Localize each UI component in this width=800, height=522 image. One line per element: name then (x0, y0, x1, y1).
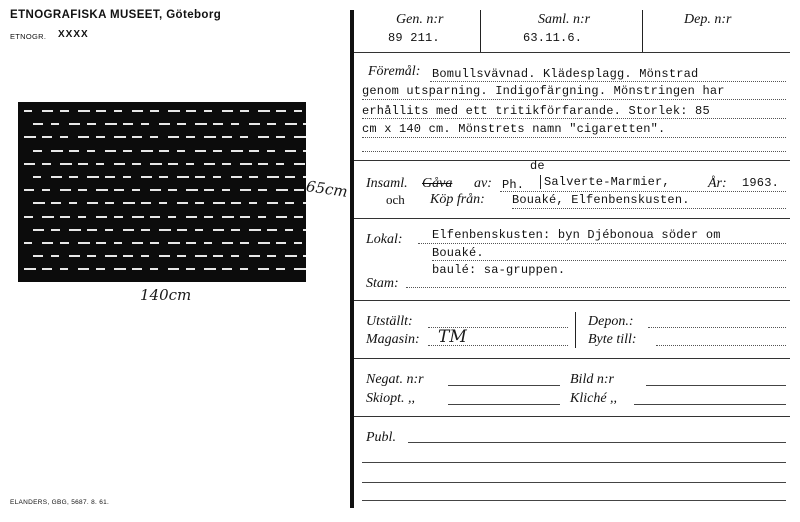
pattern-mark (33, 176, 41, 178)
pattern-mark (123, 150, 132, 152)
pattern-mark (303, 202, 306, 204)
lokal-line-1: Elfenbenskusten: byn Djébonoua söder om (432, 228, 721, 242)
pattern-mark (294, 268, 306, 270)
pattern-mark (276, 163, 284, 165)
pattern-mark (294, 110, 302, 112)
pattern-mark (105, 176, 115, 178)
pattern-mark (168, 110, 180, 112)
bild-label: Bild n:r (570, 372, 614, 387)
skiopt-label: Skiopt. ,, (366, 391, 415, 406)
pattern-mark (141, 123, 149, 125)
pattern-mark (258, 242, 270, 244)
pattern-mark (231, 229, 240, 231)
pattern-mark (231, 150, 243, 152)
collector-insert: de (530, 159, 545, 173)
pattern-mark (69, 123, 80, 125)
pattern-mark (78, 163, 88, 165)
pattern-mark (276, 136, 285, 138)
pattern-mark (204, 110, 212, 112)
negat-rule (448, 385, 560, 386)
skiopt-rule (448, 404, 560, 405)
pattern-mark (285, 150, 296, 152)
etnogr-label: ETNOGR. (10, 32, 47, 41)
pattern-mark (60, 110, 69, 112)
pattern-mark (105, 123, 117, 125)
foremal-line-3: erhållits med ett tritikförfarande. Storlek: 85 (362, 104, 710, 118)
foremal-line-2: genom utsparning. Indigofärgning. Mönstringen har (362, 84, 725, 98)
kliche-label: Kliché ,, (570, 391, 618, 406)
pattern-mark (303, 176, 306, 178)
section-rule-1 (354, 160, 790, 161)
pattern-mark (294, 242, 302, 244)
magasin-label: Magasin: (366, 332, 420, 347)
section-rule-3 (354, 300, 790, 301)
av-label: av: (474, 176, 492, 191)
pattern-mark (267, 150, 275, 152)
pattern-mark (69, 229, 81, 231)
pattern-mark (177, 229, 187, 231)
magasin-value: TM (438, 327, 467, 347)
pattern-mark (276, 189, 288, 191)
och-label: och (386, 192, 405, 207)
width-annotation: 140cm (140, 286, 192, 304)
insaml-label: Insaml. (366, 176, 408, 191)
pattern-mark (60, 216, 70, 218)
pattern-mark (78, 268, 89, 270)
pattern-mark (276, 268, 285, 270)
section-rule-4 (354, 358, 790, 359)
pattern-mark (249, 176, 258, 178)
pattern-mark (222, 216, 234, 218)
pattern-mark (141, 202, 151, 204)
pattern-mark (222, 136, 232, 138)
gava-struck: Gåva (422, 176, 453, 191)
pattern-mark (24, 110, 32, 112)
lokal-label: Lokal: (366, 232, 403, 247)
pattern-mark (231, 123, 239, 125)
pattern-mark (150, 163, 162, 165)
pattern-mark (132, 163, 141, 165)
pattern-mark (24, 163, 35, 165)
section-rule-5 (354, 416, 790, 417)
pattern-mark (276, 242, 286, 244)
pattern-mark (159, 176, 168, 178)
pattern-mark (249, 202, 257, 204)
pattern-mark (249, 255, 260, 257)
bild-rule (646, 385, 786, 386)
pattern-mark (42, 163, 51, 165)
pattern-mark (141, 176, 152, 178)
pattern-mark (195, 202, 204, 204)
foremal-rule-5 (362, 151, 786, 152)
pattern-mark (33, 202, 45, 204)
pattern-mark (78, 189, 87, 191)
pattern-mark (204, 216, 213, 218)
pattern-mark (51, 176, 62, 178)
museum-title: ETNOGRAFISKA MUSEET, Göteborg (10, 9, 222, 21)
pattern-mark (285, 229, 293, 231)
pattern-mark (96, 268, 105, 270)
pattern-mark (114, 189, 124, 191)
pattern-mark (132, 268, 142, 270)
publ-rule-4 (362, 500, 786, 501)
publ-rule-2 (362, 462, 786, 463)
pattern-mark (87, 176, 99, 178)
pattern-mark (204, 242, 212, 244)
pattern-mark (222, 110, 233, 112)
pattern-mark (114, 242, 122, 244)
publ-rule-3 (362, 482, 786, 483)
pattern-mark (177, 255, 186, 257)
pattern-mark (186, 110, 196, 112)
year-value: 1963. (742, 176, 780, 190)
pattern-mark (132, 216, 144, 218)
pattern-mark (204, 136, 216, 138)
pattern-mark (240, 110, 249, 112)
pattern-mark (186, 242, 196, 244)
pattern-mark (204, 163, 215, 165)
pattern-mark (267, 123, 276, 125)
pattern-mark (213, 123, 223, 125)
pattern-mark (159, 229, 171, 231)
pattern-mark (96, 163, 104, 165)
pattern-mark (204, 268, 216, 270)
pattern-mark (78, 110, 90, 112)
pattern-mark (123, 123, 133, 125)
pattern-mark (87, 202, 98, 204)
pattern-mark (249, 229, 261, 231)
pattern-mark (87, 150, 95, 152)
pattern-mark (69, 150, 79, 152)
foremal-line-1: Bomullsvävnad. Klädesplagg. Mönstrad (432, 67, 699, 81)
pattern-mark (294, 163, 305, 165)
publ-label: Publ. (366, 430, 396, 445)
collector-name: Salverte-Marmier, (540, 175, 670, 189)
dep-label: Dep. n:r (684, 12, 732, 27)
pattern-mark (105, 255, 117, 257)
pattern-mark (294, 216, 303, 218)
pattern-mark (276, 216, 287, 218)
pattern-mark (60, 189, 71, 191)
pattern-mark (87, 255, 96, 257)
pattern-mark (186, 136, 195, 138)
pattern-mark (159, 123, 170, 125)
pattern-mark (213, 202, 225, 204)
pattern-mark (132, 110, 143, 112)
pattern-mark (303, 123, 306, 125)
pattern-mark (222, 242, 233, 244)
pattern-mark (258, 136, 269, 138)
pattern-mark (204, 189, 214, 191)
pattern-mark (78, 216, 86, 218)
pattern-mark (195, 150, 206, 152)
etnogr-value: XXXX (58, 29, 89, 40)
pattern-mark (285, 123, 297, 125)
header-rule (354, 52, 790, 53)
pattern-mark (213, 255, 223, 257)
pattern-mark (33, 255, 43, 257)
storage-divider (575, 312, 576, 348)
pattern-mark (186, 216, 197, 218)
publ-rule-1 (408, 442, 786, 443)
pattern-mark (186, 268, 195, 270)
pattern-mark (69, 176, 78, 178)
pattern-mark (24, 189, 34, 191)
pattern-mark (150, 268, 158, 270)
byte-label: Byte till: (588, 332, 637, 347)
printer-line: ELANDERS, GBG, 5687. 8. 61. (10, 499, 110, 506)
pattern-mark (285, 202, 294, 204)
pattern-mark (141, 255, 149, 257)
pattern-mark (51, 229, 60, 231)
kop-value: Bouaké, Elfenbenskusten. (512, 193, 690, 207)
depon-rule (648, 327, 786, 328)
pattern-mark (51, 123, 59, 125)
pattern-mark (60, 163, 72, 165)
pattern-mark (42, 189, 50, 191)
pattern-mark (123, 255, 133, 257)
pattern-mark (51, 255, 59, 257)
foremal-rule-1 (430, 81, 786, 82)
pattern-mark (123, 202, 135, 204)
pattern-mark (114, 268, 126, 270)
depon-label: Depon.: (588, 314, 634, 329)
pattern-mark (159, 202, 167, 204)
pattern-mark (51, 150, 63, 152)
pattern-mark (33, 150, 42, 152)
pattern-mark (258, 110, 270, 112)
pattern-mark (168, 163, 178, 165)
pattern-mark (168, 242, 180, 244)
pattern-mark (132, 189, 140, 191)
pattern-mark (42, 268, 52, 270)
pattern-mark (294, 189, 304, 191)
pattern-mark (303, 255, 306, 257)
saml-value: 63.11.6. (523, 31, 583, 45)
pattern-mark (96, 216, 107, 218)
pattern-mark (267, 202, 278, 204)
foremal-label: Föremål: (368, 64, 421, 79)
pattern-mark (150, 110, 159, 112)
pattern-mark (231, 202, 241, 204)
pattern-mark (240, 189, 251, 191)
pattern-mark (60, 136, 68, 138)
pattern-mark (285, 255, 297, 257)
lokal-rule-2 (432, 260, 786, 261)
lokal-rule-1 (418, 243, 786, 244)
pattern-mark (150, 242, 159, 244)
saml-label: Saml. n:r (538, 12, 591, 27)
header-divider-2 (642, 10, 643, 52)
pattern-mark (240, 163, 252, 165)
collector-prefix: Ph. (502, 178, 525, 192)
pattern-mark (105, 150, 116, 152)
negat-label: Negat. n:r (366, 372, 424, 387)
kliche-rule (634, 404, 786, 405)
pattern-mark (177, 150, 185, 152)
textile-photo (18, 102, 306, 282)
pattern-mark (240, 268, 248, 270)
pattern-mark (123, 229, 134, 231)
pattern-mark (69, 255, 80, 257)
pattern-mark (24, 242, 32, 244)
pattern-mark (96, 242, 106, 244)
header-divider-1 (480, 10, 481, 52)
pattern-mark (141, 150, 153, 152)
pattern-mark (267, 255, 276, 257)
pattern-mark (186, 163, 194, 165)
pattern-mark (114, 136, 126, 138)
pattern-mark (42, 242, 53, 244)
foremal-rule-4 (362, 137, 786, 138)
pattern-mark (24, 268, 36, 270)
gen-label: Gen. n:r (396, 12, 444, 27)
pattern-mark (24, 216, 33, 218)
pattern-mark (105, 202, 114, 204)
ar-label: År: (708, 176, 727, 191)
pattern-mark (42, 216, 54, 218)
pattern-mark (42, 136, 52, 138)
insaml-rule (500, 191, 786, 192)
pattern-mark (168, 189, 177, 191)
pattern-mark (114, 110, 122, 112)
pattern-mark (114, 216, 123, 218)
pattern-mark (132, 136, 142, 138)
stam-rule (406, 287, 786, 288)
pattern-mark (114, 163, 125, 165)
pattern-mark (33, 123, 43, 125)
pattern-mark (51, 202, 61, 204)
kop-rule (512, 208, 786, 209)
pattern-mark (177, 202, 188, 204)
pattern-mark (87, 229, 97, 231)
pattern-mark (258, 268, 269, 270)
gen-value: 89 211. (388, 31, 440, 45)
pattern-mark (60, 242, 69, 244)
pattern-mark (240, 136, 248, 138)
pattern-mark (222, 268, 232, 270)
pattern-mark (258, 216, 266, 218)
pattern-mark (78, 242, 90, 244)
pattern-mark (150, 189, 161, 191)
pattern-mark (267, 176, 279, 178)
pattern-mark (96, 189, 108, 191)
foremal-rule-3 (362, 118, 786, 119)
pattern-mark (249, 150, 259, 152)
pattern-mark (24, 136, 36, 138)
pattern-mark (33, 229, 44, 231)
pattern-mark (231, 176, 242, 178)
pattern-mark (213, 150, 222, 152)
pattern-mark (87, 123, 96, 125)
pattern-mark (168, 216, 176, 218)
kop-label: Köp från: (430, 192, 485, 207)
pattern-mark (213, 229, 224, 231)
pattern-mark (240, 242, 249, 244)
lokal-line-2: Bouaké. (432, 246, 484, 260)
pattern-mark (276, 110, 286, 112)
pattern-mark (195, 229, 203, 231)
pattern-mark (303, 150, 306, 152)
pattern-mark (267, 229, 277, 231)
foremal-line-4: cm x 140 cm. Mönstrets namn "cigaretten". (362, 122, 666, 136)
pattern-mark (141, 229, 150, 231)
pattern-mark (60, 268, 68, 270)
stam-label: Stam: (366, 276, 399, 291)
section-rule-2 (354, 218, 790, 219)
pattern-mark (123, 176, 131, 178)
pattern-mark (96, 136, 105, 138)
pattern-mark (258, 189, 267, 191)
card-border (350, 10, 354, 508)
pattern-mark (285, 176, 295, 178)
pattern-mark (96, 110, 106, 112)
pattern-mark (240, 216, 250, 218)
pattern-mark (168, 268, 179, 270)
pattern-mark (168, 136, 179, 138)
pattern-mark (186, 189, 198, 191)
pattern-mark (195, 255, 207, 257)
pattern-mark (231, 255, 239, 257)
pattern-mark (78, 136, 89, 138)
pattern-mark (69, 202, 77, 204)
pattern-mark (42, 110, 53, 112)
pattern-mark (222, 189, 230, 191)
pattern-mark (213, 176, 221, 178)
pattern-mark (294, 136, 306, 138)
pattern-mark (195, 176, 205, 178)
pattern-mark (258, 163, 268, 165)
pattern-mark (195, 123, 207, 125)
stam-value: baulé: sa-gruppen. (432, 263, 566, 277)
pattern-mark (222, 163, 231, 165)
pattern-mark (159, 150, 169, 152)
pattern-mark (177, 176, 189, 178)
pattern-mark (105, 229, 113, 231)
pattern-mark (303, 229, 306, 231)
pattern-mark (150, 216, 160, 218)
height-annotation: 65cm (304, 177, 349, 201)
foremal-rule-2 (362, 99, 786, 100)
pattern-mark (132, 242, 143, 244)
byte-rule (656, 345, 786, 346)
magasin-rule (428, 345, 568, 346)
pattern-mark (150, 136, 158, 138)
pattern-mark (159, 255, 170, 257)
utstallt-label: Utställt: (366, 314, 413, 329)
pattern-mark (177, 123, 186, 125)
pattern-mark (249, 123, 260, 125)
